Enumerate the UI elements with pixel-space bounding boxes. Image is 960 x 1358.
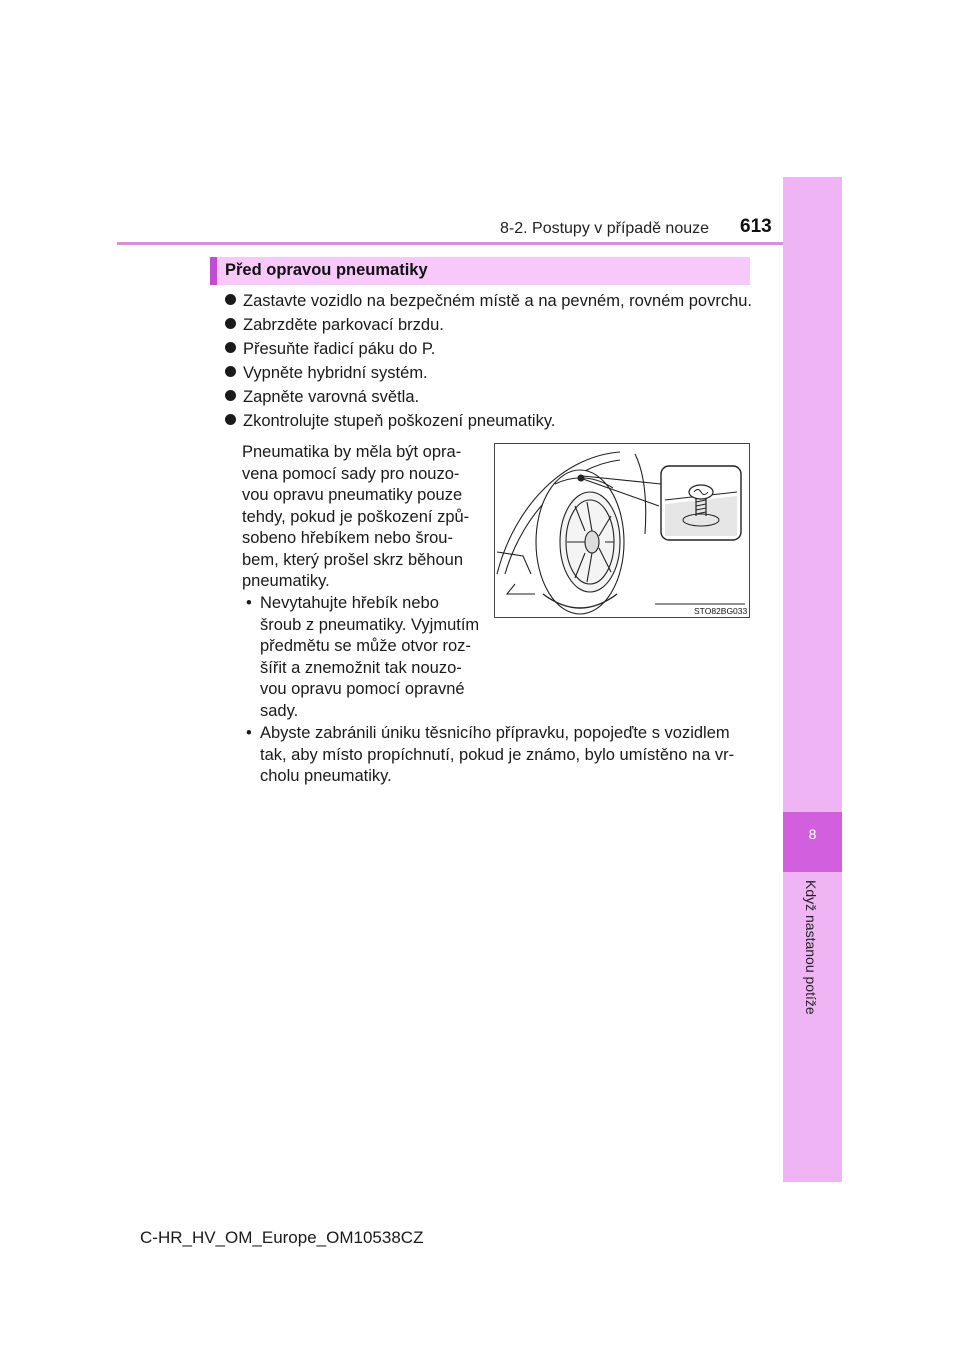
bullet-dot-icon	[225, 366, 236, 377]
bullet-dot-icon	[225, 390, 236, 401]
note-item: • Abyste zabránili úniku těsnicího přípravku, popojeďte s vozidlem tak, aby místo propíchnutí, pokud je známo, bylo umístěno na vr- cholu pneumatiky.	[246, 724, 735, 785]
chapter-number: 8	[808, 826, 817, 842]
page-number: 613	[740, 216, 772, 237]
running-header-section: 8-2. Postupy v případě nouze	[500, 220, 710, 237]
bullet-item: Zkontrolujte stupeň poškození pneumatiky.	[225, 412, 555, 431]
header-rule	[117, 242, 841, 245]
bullet-item: Zabrzděte parkovací brzdu.	[225, 316, 444, 335]
chapter-number-box	[783, 812, 842, 872]
note-bullet: •	[246, 724, 252, 742]
chapter-title: Když nastanou potíže	[803, 880, 819, 1015]
bullet-dot-icon	[225, 294, 236, 305]
chapter-side-tab	[783, 177, 842, 1182]
figure-code: STO82BG033	[694, 606, 748, 616]
document-id: C-HR_HV_OM_Europe_OM10538CZ	[140, 1228, 424, 1247]
bullet-item: Přesuňte řadicí páku do P.	[225, 340, 435, 359]
bullet-dot-icon	[225, 318, 236, 329]
note-item: • Nevytahujte hřebík nebo šroub z pneumatiky. Vyjmutím předmětu se může otvor roz- šířit a znemožnit tak nouzo- vou opravu pomocí opravné sady.	[246, 594, 480, 720]
tire-damage-paragraph: Pneumatika by měla být opra- vena pomocí sady pro nouzo- vou opravu pneumatiky pouze tehdy, pokud je poškození způ- sobeno hřebíkem nebo šrou- bem, který prošel skrz běhoun pneumatiky.	[242, 443, 470, 590]
bullet-dot-icon	[225, 342, 236, 353]
flat-tire-illustration	[494, 443, 750, 618]
bullet-item: Zapněte varovná světla.	[225, 388, 419, 407]
note-bullet: •	[246, 594, 252, 612]
bullet-item: Vypněte hybridní systém.	[225, 364, 428, 383]
bullet-item: Zastavte vozidlo na bezpečném místě a na pevném, rovném povrchu.	[225, 292, 752, 311]
section-heading: Před opravou pneumatiky	[225, 261, 428, 279]
flat-tire-drawing	[495, 444, 749, 617]
bullet-dot-icon	[225, 414, 236, 425]
